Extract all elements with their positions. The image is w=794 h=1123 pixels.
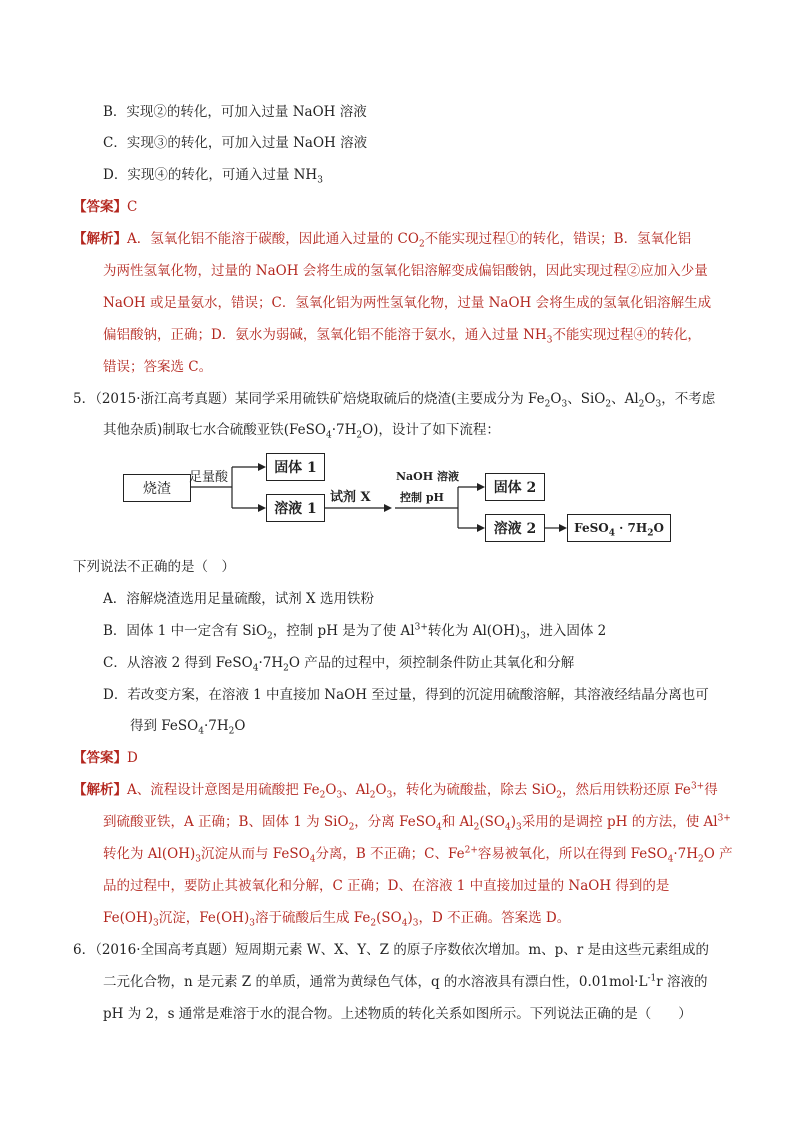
q5-option-a: A．溶解烧渣选用足量硫酸，试剂 X 选用铁粉 (103, 591, 374, 607)
q5-analysis-line-1: 【解析】A、流程设计意图是用硫酸把 $Fe_2O_3$、$Al_2O_3$，转化为硫酸盐，除去 SiO$_2$，然后用铁粉还原 $Fe^{3+}$得 (73, 781, 718, 801)
q4-analysis-line-4: 偏铝酸钠，正确；D．氨水为弱碱，氢氧化铝不能溶于氨水，通入过量 $NH_3$不能实现过程④的转化， (103, 327, 701, 346)
flow-box-shaozha: 烧渣 (123, 474, 191, 502)
q5-option-b: B．固体 1 中一定含有 SiO$_2$，控制 pH 是为了使 $Al^{3+}$转化为 $Al(OH)_3$，进入固体 2 (103, 622, 607, 642)
flow-label-naoh: NaOH 溶液 (396, 470, 459, 483)
q4-answer: 【答案】C (73, 199, 138, 215)
q4-analysis-line-1: 【解析】A．氢氧化铝不能溶于碳酸，因此通入过量的 $CO_2$不能实现过程①的转化，错误；B．氢氧化铝 (73, 231, 692, 250)
flow-label-ph: 控制 pH (400, 491, 444, 504)
q5-analysis-line-5: $Fe(OH)_3$沉淀，$Fe(OH)_3$溶于硫酸后生成 $Fe_2(SO_4)_3$，D 不正确。答案选 D。 (103, 910, 571, 929)
flow-label-reagent-x: 试剂 X (330, 490, 371, 505)
q5-stem-line-2: 其他杂质)制取七水合硫酸亚铁$(FeSO_4\cdot 7H_2O)$，设计了如下流程： (103, 422, 500, 441)
q4-analysis-line-3: NaOH 或足量氨水，错误；C．氢氧化铝为两性氢氧化物，过量 NaOH 会将生成的氢氧化铝溶解生成 (103, 295, 712, 311)
q4-option-b: B．实现②的转化，可加入过量 NaOH 溶液 (103, 104, 367, 120)
q4-option-d: D．实现④的转化，可通入过量 $NH_3$ (103, 167, 323, 186)
q6-stem-line-3: pH 为 2，s 通常是难溶于水的混合物。上述物质的转化关系如图所示。下列说法正确的是（ ） (103, 1006, 692, 1022)
flow-box-product: FeSO$_4$ · $7H_2O$ (567, 514, 671, 542)
q4-option-c: C．实现③的转化，可加入过量 NaOH 溶液 (103, 135, 368, 151)
flow-label-acid: 足量酸 (189, 470, 229, 485)
q5-analysis-line-3: 转化为 $Al(OH)_3$沉淀从而与 FeSO$_4$分离，B 不正确；C、$Fe^{2+}$容易被氧化，所以在得到 $FeSO_4\cdot 7H_2O$ 产 (103, 845, 733, 865)
q6-stem-line-1: 6．（2016·全国高考真题）短周期元素 W、X、Y、Z 的原子序数依次增加。m、p、r 是由这些元素组成的 (73, 942, 710, 958)
flow-box-solid2: 固体 2 (485, 473, 545, 501)
q4-analysis-line-5: 错误；答案选 C。 (103, 359, 213, 375)
q5-analysis-line-2: 到硫酸亚铁，A 正确；B、固体 1 为 SiO$_2$，分离 FeSO$_4$和 $Al_2(SO_4)_3$采用的是调控 pH 的方法，使 $Al^{3+}$ (103, 813, 731, 833)
flow-box-solution1: 溶液 1 (266, 494, 325, 522)
flow-box-solution2: 溶液 2 (485, 514, 545, 542)
q4-analysis-line-2: 为两性氢氧化物，过量的 NaOH 会将生成的氢氧化铝溶解变成偏铝酸钠，因此实现过程②应加入少量 (103, 263, 708, 279)
q6-stem-line-2: 二元化合物，n 是元素 Z 的单质，通常为黄绿色气体，q 的水溶液具有漂白性，$0.01mol\cdot L^{-1}r$ 溶液的 (103, 973, 708, 990)
q5-option-d-line-1: D．若改变方案，在溶液 1 中直接加 NaOH 至过量，得到的沉淀用硫酸溶解，其溶液经结晶分离也可 (103, 687, 709, 703)
flow-box-solid1: 固体 1 (266, 453, 325, 481)
q5-answer: 【答案】D (73, 750, 138, 766)
q5-stem-line-1: 5．（2015·浙江高考真题）某同学采用硫铁矿焙烧取硫后的烧渣(主要成分为 $Fe_2O_3$、SiO$_2$、$Al_2O_3$，不考虑 (73, 391, 716, 410)
q5-option-c: C．从溶液 2 得到 $FeSO_4\cdot 7H_2O$ 产品的过程中，须控制条件防止其氧化和分解 (103, 655, 575, 674)
q5-analysis-line-4: 品的过程中，要防止其被氧化和分解，C 正确；D、在溶液 1 中直接加过量的 NaOH 得到的是 (103, 878, 670, 894)
q5-option-d-line-2: 得到 $FeSO_4\cdot 7H_2O$ (130, 718, 246, 737)
q5-ask: 下列说法不正确的是（ ） (73, 559, 235, 575)
